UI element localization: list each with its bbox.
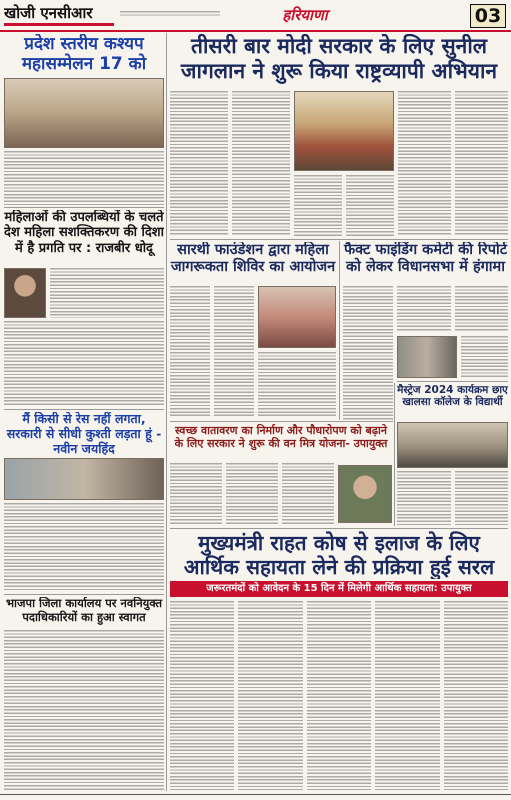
column-divider bbox=[339, 241, 340, 420]
cm-relief-fund-body-text bbox=[375, 601, 439, 790]
fact-finding-headline: फैक्ट फाइंडिंग कमेटी की रिपोर्ट को लेकर विधानसभा में हंगामा bbox=[343, 242, 508, 276]
khalsa-college-headline: मैस्ट्रेज 2024 कार्यक्रम छाए खालसा कॉलेज के विद्यार्थी bbox=[397, 384, 508, 409]
khalsa-college-photo bbox=[397, 422, 508, 468]
fact-finding-body-text bbox=[343, 286, 393, 420]
khalsa-college-body-text bbox=[455, 471, 509, 525]
divider bbox=[170, 239, 508, 240]
lead-headline: तीसरी बार मोदी सरकार के लिए सुनील जागलान ने शुरू किया राष्ट्रव्यापी अभियान bbox=[180, 34, 498, 83]
divider bbox=[4, 594, 164, 595]
divider bbox=[4, 207, 164, 208]
khalsa-college-body-text bbox=[397, 471, 451, 525]
bjp-office-body-text bbox=[4, 630, 164, 790]
lead-body-text bbox=[398, 91, 451, 236]
fact-finding-body-text bbox=[455, 286, 509, 332]
divider bbox=[170, 421, 393, 422]
lead-body-columns bbox=[170, 91, 290, 236]
sarthi-headline: सारथी फाउंडेशन द्वारा महिला जागरूकता शिविर का आयोजन bbox=[170, 242, 336, 276]
van-mitra-body-columns bbox=[170, 463, 334, 525]
naveen-jaihind-photo bbox=[4, 458, 164, 500]
lead-photo bbox=[294, 91, 394, 171]
section-title: हरियाणा bbox=[282, 6, 328, 24]
sarthi-body-text bbox=[170, 286, 210, 418]
kashyap-body-text bbox=[4, 151, 164, 205]
cm-relief-fund-body-text bbox=[238, 601, 302, 790]
fact-finding-body-text bbox=[461, 336, 508, 378]
column-divider bbox=[394, 383, 395, 526]
van-mitra-headline: स्वच्छ वातावरण का निर्माण और पौधारोपण को बढ़ाने के लिए सरकार ने शुरू की वन मित्र योजना- उपायुक्त bbox=[174, 424, 388, 450]
lead-body-text bbox=[170, 91, 228, 236]
fact-finding-body-columns bbox=[397, 286, 508, 332]
cm-relief-fund-subheadline: जरूरतमंदों को आवेदन के 15 दिन में मिलेगी आर्थिक सहायता: उपायुक्त bbox=[170, 581, 508, 597]
women-empowerment-body-text bbox=[4, 321, 164, 407]
cm-relief-fund-body-text bbox=[444, 601, 508, 790]
rajbir-portrait-photo bbox=[4, 268, 46, 318]
cm-relief-fund-headline: मुख्यमंत्री राहत कोष से इलाज के लिए आर्थिक सहायता लेने की प्रक्रिया हुई सरल bbox=[183, 531, 495, 579]
cm-relief-fund-body-columns bbox=[170, 601, 508, 790]
naveen-jaihind-body-text bbox=[4, 503, 164, 592]
kashyap-photo bbox=[4, 78, 164, 148]
lead-body-columns bbox=[294, 175, 394, 236]
divider bbox=[397, 381, 508, 382]
fact-finding-photo bbox=[397, 336, 457, 378]
lead-body-text bbox=[232, 91, 290, 236]
cm-relief-fund-body-text bbox=[170, 601, 234, 790]
divider bbox=[170, 528, 508, 529]
divider bbox=[4, 409, 164, 410]
column-divider bbox=[166, 33, 167, 791]
fact-finding-body-text bbox=[397, 286, 451, 332]
header-rule bbox=[0, 30, 511, 32]
van-mitra-body-text bbox=[226, 463, 278, 525]
sarthi-body-text bbox=[214, 286, 254, 418]
naveen-jaihind-headline: मैं किसी से रेस नहीं लगता, सरकारी से सीधी कुश्ती लड़ता हूं - नवीन जयहिंद bbox=[6, 412, 162, 456]
deputy-commissioner-photo bbox=[338, 465, 392, 523]
lead-body-text bbox=[346, 175, 394, 236]
page-number: 03 bbox=[470, 4, 506, 28]
van-mitra-body-text bbox=[282, 463, 334, 525]
dateline bbox=[120, 11, 220, 17]
lead-body-text bbox=[455, 91, 508, 236]
masthead-logo: खोजी एनसीआर bbox=[4, 4, 114, 26]
women-empowerment-body-text bbox=[50, 268, 164, 318]
bjp-office-headline: भाजपा जिला कार्यालय पर नवनियुक्त पदाधिकारियों का हुआ स्वागत bbox=[5, 597, 163, 624]
khalsa-college-body-columns bbox=[397, 471, 508, 525]
lead-body-text bbox=[294, 175, 342, 236]
van-mitra-body-text bbox=[170, 463, 222, 525]
sarthi-photo bbox=[258, 286, 336, 348]
kashyap-headline: प्रदेश स्तरीय कश्यप महासम्मेलन 17 को bbox=[21, 34, 147, 75]
cm-relief-fund-body-text bbox=[307, 601, 371, 790]
women-empowerment-headline: महिलाओं की उपलब्धियों के चलते देश महिला सशक्तिकरण की दिशा में है प्रगति पर : राजबीर धोदू bbox=[4, 210, 164, 256]
footer-rule bbox=[0, 794, 511, 795]
lead-body-columns bbox=[398, 91, 508, 236]
sarthi-body-text bbox=[258, 352, 336, 418]
sarthi-body-columns bbox=[170, 286, 254, 418]
